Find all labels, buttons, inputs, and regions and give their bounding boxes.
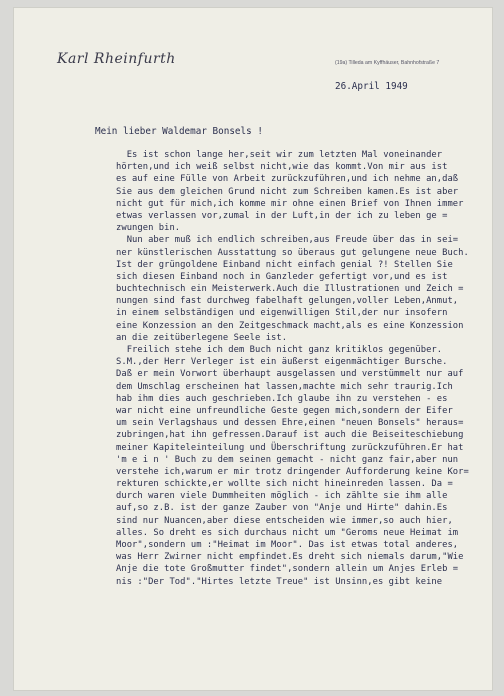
body-line: Anje die tote Großmutter findet",sondern allein um Anjes Erleb = bbox=[116, 564, 459, 575]
body-line: Freilich stehe ich dem Buch nicht ganz kritiklos gegenüber. bbox=[116, 345, 443, 355]
body-line: rekturen schickte,er wollte sich nicht hineinreden lassen. Da = bbox=[116, 479, 453, 490]
body-line: war nicht eine unfreundliche Geste gegen mich,sondern der Eifer bbox=[116, 405, 453, 416]
body-line: hab ihm dies auch geschrieben.Ich glaube ihn zu verstehen - es bbox=[116, 393, 448, 404]
body-line: um sein Verlagshaus und dessen Ehre,einen "neuen Bonsels" heraus= bbox=[116, 418, 464, 429]
body-line: sich diesen Einband noch in Ganzleder gefertigt vor,und es ist bbox=[116, 271, 448, 282]
body-line: Moor",sondern um :"Heimat im Moor". Das ist etwas total anderes, bbox=[116, 540, 459, 550]
letterhead-name: Karl Rheinfurth bbox=[57, 51, 176, 67]
body-line: an die zeitüberlegene Seele ist. bbox=[116, 332, 288, 343]
body-line: in einem selbständigen und eigenwilligen Stil,der nur insofern bbox=[116, 308, 448, 319]
body-line: nicht gut für mich,ich komme mir ohne einen Brief von Ihnen immer bbox=[116, 198, 464, 209]
body-line: auf,so z.B. ist der ganze Zauber von "Anje und Hirte" dahin.Es bbox=[116, 503, 448, 514]
letter-body bbox=[116, 149, 486, 588]
letter-page bbox=[14, 8, 492, 690]
body-line: S.M.,der Herr Verleger ist ein äußerst eigenmächtiger Bursche. bbox=[116, 357, 448, 368]
body-line: Daß er mein Vorwort überhaupt ausgelassen und verstümmelt nur auf bbox=[116, 369, 464, 380]
body-line: hörten,und ich weiß selbst nicht,wie das kommt.Von mir aus ist bbox=[116, 162, 448, 173]
body-line: dem Umschlag erscheinen hat lassen,machte mich sehr traurig.Ich bbox=[116, 381, 453, 392]
body-line: Sie aus dem gleichen Grund nicht zum Schreiben kamen.Es ist aber bbox=[116, 186, 459, 197]
body-line: meiner Kapiteleinteilung und Überschriftung zurückzuführen.Er hat bbox=[116, 442, 464, 453]
letterhead-address: (19a) Tilleda am Kyffhäuser, Bahnhofstraße 7 bbox=[335, 60, 440, 66]
body-line: etwas verlassen vor,zumal in der Luft,in der ich zu leben ge = bbox=[116, 210, 448, 221]
body-line: buchtechnisch ein Meisterwerk.Auch die Illustrationen und Zeich = bbox=[116, 284, 464, 295]
body-line: verstehe ich,warum er mir trotz dringender Aufforderung keine Kor= bbox=[116, 466, 469, 477]
body-line: alles. So dreht es sich durchaus nicht um "Geroms neue Heimat im bbox=[116, 527, 459, 538]
body-line: sind nur Nuancen,aber diese entscheiden wie immer,so auch hier, bbox=[116, 515, 453, 526]
salutation: Mein lieber Waldemar Bonsels ! bbox=[95, 126, 263, 137]
body-line: Es ist schon lange her,seit wir zum letzten Mal voneinander bbox=[116, 150, 443, 160]
body-line: ner künstlerischen Ausstattung so überaus gut gelungene neue Buch. bbox=[116, 247, 469, 258]
letter-date: 26.April 1949 bbox=[335, 81, 408, 92]
body-line: durch waren viele Dummheiten möglich - ich zählte sie ihm alle bbox=[116, 491, 448, 502]
body-line: zubringen,hat ihn gefressen.Darauf ist auch die Beiseiteschiebung bbox=[116, 430, 464, 441]
body-line: 'm e i n ' Buch zu dem seinen gemacht - nicht ganz fair,aber nun bbox=[116, 454, 459, 465]
body-line: eine Konzession an den Zeitgeschmack macht,als es eine Konzession bbox=[116, 320, 464, 331]
body-line: zwungen bin. bbox=[116, 223, 181, 234]
body-line: Ist der grüngoldene Einband nicht einfach genial ?! Stellen Sie bbox=[116, 259, 453, 270]
body-line: nungen sind fast durchweg fabelhaft gelungen,voller Leben,Anmut, bbox=[116, 296, 459, 307]
body-line: es auf eine Fülle von Arbeit zurückzuführen,und ich nehme an,daß bbox=[116, 174, 459, 185]
body-line: was Herr Zwirner nicht empfindet.Es dreht sich niemals darum,"Wie bbox=[116, 552, 464, 563]
body-line: Nun aber muß ich endlich schreiben,aus Freude über das in sei= bbox=[116, 235, 459, 246]
body-line: nis :"Der Tod"."Hirtes letzte Treue" ist Unsinn,es gibt keine bbox=[116, 576, 443, 587]
